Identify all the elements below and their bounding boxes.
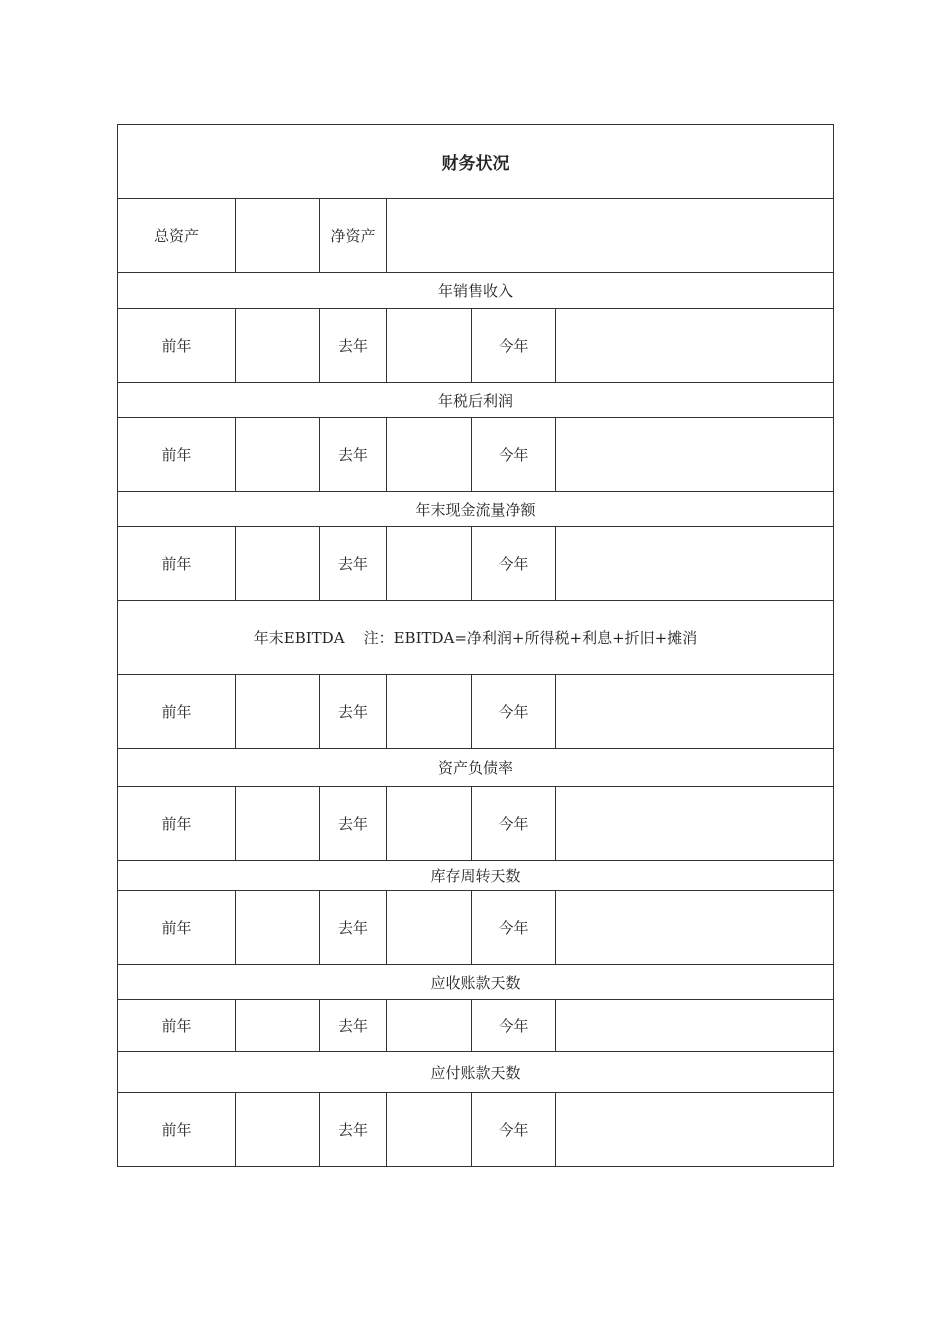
ebitda-year-before-last-field[interactable]: [236, 675, 320, 749]
section-title-ebitda: 年末EBITDA 注：EBITDA=净利润+所得税+利息+折旧+摊消: [118, 601, 834, 675]
section-title-after-tax-profit: 年税后利润: [118, 383, 834, 418]
last-year-label: 去年: [320, 675, 387, 749]
after-tax-profit-year-before-last-field[interactable]: [236, 418, 320, 492]
annual-sales-this-year-field[interactable]: [556, 309, 834, 383]
inventory-days-last-year-field[interactable]: [387, 891, 472, 965]
total-assets-label: 总资产: [118, 199, 236, 273]
last-year-label: 去年: [320, 891, 387, 965]
annual-sales-year-before-last-field[interactable]: [236, 309, 320, 383]
this-year-label: 今年: [472, 527, 556, 601]
last-year-label: 去年: [320, 418, 387, 492]
section-title-inventory-turnover-days: 库存周转天数: [118, 861, 834, 891]
this-year-label: 今年: [472, 1000, 556, 1052]
this-year-label: 今年: [472, 891, 556, 965]
net-cash-flow-last-year-field[interactable]: [387, 527, 472, 601]
annual-sales-last-year-field[interactable]: [387, 309, 472, 383]
year-before-last-label: 前年: [118, 675, 236, 749]
last-year-label: 去年: [320, 787, 387, 861]
section-title-receivable-days: 应收账款天数: [118, 965, 834, 1000]
last-year-label: 去年: [320, 309, 387, 383]
debt-ratio-last-year-field[interactable]: [387, 787, 472, 861]
section-title-payable-days: 应付账款天数: [118, 1052, 834, 1093]
after-tax-profit-this-year-field[interactable]: [556, 418, 834, 492]
this-year-label: 今年: [472, 1093, 556, 1167]
section-title-net-cash-flow: 年末现金流量净额: [118, 492, 834, 527]
debt-ratio-this-year-field[interactable]: [556, 787, 834, 861]
receivable-days-this-year-field[interactable]: [556, 1000, 834, 1052]
payable-days-this-year-field[interactable]: [556, 1093, 834, 1167]
net-assets-label: 净资产: [320, 199, 387, 273]
year-before-last-label: 前年: [118, 527, 236, 601]
total-assets-field[interactable]: [236, 199, 320, 273]
inventory-days-this-year-field[interactable]: [556, 891, 834, 965]
this-year-label: 今年: [472, 675, 556, 749]
last-year-label: 去年: [320, 1093, 387, 1167]
ebitda-last-year-field[interactable]: [387, 675, 472, 749]
this-year-label: 今年: [472, 309, 556, 383]
net-cash-flow-year-before-last-field[interactable]: [236, 527, 320, 601]
payable-days-last-year-field[interactable]: [387, 1093, 472, 1167]
this-year-label: 今年: [472, 418, 556, 492]
section-title-annual-sales: 年销售收入: [118, 273, 834, 309]
inventory-days-year-before-last-field[interactable]: [236, 891, 320, 965]
receivable-days-year-before-last-field[interactable]: [236, 1000, 320, 1052]
financial-status-table: [117, 124, 834, 1167]
year-before-last-label: 前年: [118, 1093, 236, 1167]
debt-ratio-year-before-last-field[interactable]: [236, 787, 320, 861]
year-before-last-label: 前年: [118, 1000, 236, 1052]
year-before-last-label: 前年: [118, 418, 236, 492]
this-year-label: 今年: [472, 787, 556, 861]
receivable-days-last-year-field[interactable]: [387, 1000, 472, 1052]
last-year-label: 去年: [320, 1000, 387, 1052]
table-title: 财务状况: [118, 125, 834, 199]
net-assets-field[interactable]: [387, 199, 834, 273]
section-title-debt-ratio: 资产负债率: [118, 749, 834, 787]
last-year-label: 去年: [320, 527, 387, 601]
after-tax-profit-last-year-field[interactable]: [387, 418, 472, 492]
ebitda-this-year-field[interactable]: [556, 675, 834, 749]
year-before-last-label: 前年: [118, 309, 236, 383]
year-before-last-label: 前年: [118, 891, 236, 965]
net-cash-flow-this-year-field[interactable]: [556, 527, 834, 601]
year-before-last-label: 前年: [118, 787, 236, 861]
payable-days-year-before-last-field[interactable]: [236, 1093, 320, 1167]
